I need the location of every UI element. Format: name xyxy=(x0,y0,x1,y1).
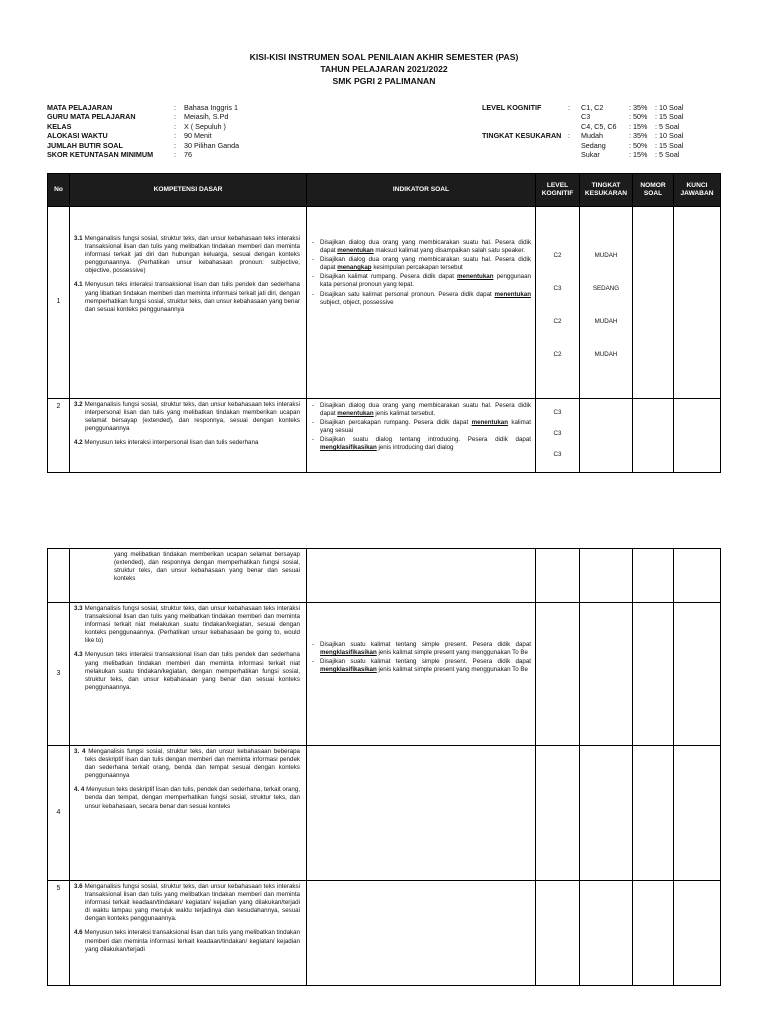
meta-row: JUMLAH BUTIR SOAL : 30 Pilihan Ganda xyxy=(47,140,240,150)
nomor-cell xyxy=(633,207,674,399)
table-row xyxy=(48,881,721,986)
row-number: 5 xyxy=(48,881,70,986)
meta-value: Bahasa Inggris 1 xyxy=(184,103,238,112)
difficulty-label: TINGKAT KESUKARAN xyxy=(482,131,562,141)
col-header-tingkat: TINGKAT KESUKARAN xyxy=(580,174,633,207)
kunci-cell xyxy=(674,399,721,473)
indicator-item: - Disajikan suatu dialog tentang introducing. Pesera didik dapat mengklasifikasikan jenis introducing dari dialog xyxy=(311,436,531,452)
meta-value: 76 xyxy=(184,150,192,160)
indicator-cell xyxy=(307,207,536,399)
meta-row: GURU MATA PELAJARAN : Meiasih, S.Pd xyxy=(47,112,229,122)
table-row xyxy=(48,549,721,603)
kd-cell: 3.3 Menganalisis fungsi sosial, struktur teks, dan unsur kebahasaan teks interaksi transaksional lisan dan tulis yang melibatkan tindakan memberi dan meminta informasi terkait niat melakukan suatu tindakan/kegiatan, sesuai dengan konteks penggunaannya. (Perhatikan unsur kebahasaan be going to, would like to) 4.3 Menyusun teks interaksi transaksional lisan dan tulis pendek dan sederhana yang melibatkan tindakan memberi dan meminta informasi terkait niat melakukan suatu tindakan/kegiatan, dengan memperhatikan fungsi sosial, struktur teks, dan unsur kebahasaan yang benar dan sesuai konteks penggunaannya. xyxy=(70,603,307,746)
meta-label: GURU MATA PELAJARAN xyxy=(47,112,136,122)
indicator-item: - Disajikan suatu kalimat tentang simple present. Pesera didik dapat mengklasifikasikan jenis kalimat simple present yang menggunakan To Be xyxy=(311,641,531,657)
indicator-item: - Disajikan kalimat rumpang. Pesera didik dapat menentukan penggunaan kata personal pronoun yang tepat. xyxy=(311,273,531,289)
table-header-row xyxy=(48,174,721,207)
meta-value: Meiasih, S.Pd xyxy=(184,112,229,122)
row-number: 3 xyxy=(48,603,70,746)
indicator-item: - Disajikan dialog dua orang yang membicarakan suatu hal. Pesera didik dapat menangkap kesimpulan percakapan tersebut xyxy=(311,256,531,272)
row-number xyxy=(48,549,70,603)
meta-label: KELAS xyxy=(47,121,72,131)
kd-cell: 3.6 Menganalisis fungsi sosial, struktur teks, dan unsur kebahasaan teks interaksi transaksional lisan dan tulis yang melibatkan tindakan memberi dan meminta informasi terkait keadaan/tindakan/ kegiatan/ kejadian yang dilakukan/terjadi di waktu lampau yang merujuk waktu terjadinya dan kesudahannya, sesuai dengan konteks penggunaannya. 4.6 Menyusun teks interaksi transaksional lisan dan tulis yang melibatkan tindakan memberi dan meminta informasi terkait keadaan/tindakan/ kegiatan/ kejadian yang dilakukan/terjadi xyxy=(70,881,307,986)
indicator-cell xyxy=(307,399,536,473)
document-title: KISI-KISI INSTRUMEN SOAL PENILAIAN AKHIR SEMESTER (PAS) xyxy=(249,52,519,62)
document-page-2 xyxy=(0,500,768,1024)
meta-value: 30 Pilihan Ganda xyxy=(184,140,240,150)
meta-row: SKOR KETUNTASAN MINIMUM : 76 xyxy=(47,150,192,160)
table-row xyxy=(48,603,721,746)
meta-block xyxy=(47,103,239,159)
col-header-nomor: NOMOR SOAL xyxy=(633,174,674,207)
meta-row: ALOKASI WAKTU : 90 Menit xyxy=(47,131,212,141)
col-header-no: No xyxy=(48,174,70,207)
meta-value: X ( Sepuluh ) xyxy=(184,121,226,131)
table-row xyxy=(48,746,721,881)
kd-cell: 3.2 Menganalisis fungsi sosial, struktur teks, dan unsur kebahasaan teks interaksi interpersonal lisan dan tulis yang melibatkan tindakan memberikan ucapan selamat bersayap (extended), dan responnya, sesuai dengan konteks penggunaannya 4.2 Menyusun teks interaksi interpersonal lisan dan tulis sederhana xyxy=(70,399,307,473)
kd-cell: 3. 4 Menganalisis fungsi sosial, struktur teks, dan unsur kebahasaan beberapa teks deskriptif lisan dan tulis dengan memberi dan meminta informasi pendek dan sederhana terkait orang, benda dan tempat sesuai dengan konteks penggunaannya 4. 4 Menyusun teks deskriptif lisan dan tulis, pendek dan sederhana, terkait orang, benda dan tempat, dengan memperhatikan fungsi sosial, struktur teks, dan unsur kebahasaan, secara benar dan sesuai konteks xyxy=(70,746,307,881)
kisi-kisi-table xyxy=(47,173,721,473)
level-and-difficulty-block: LEVEL KOGNITIF : C1, C2 : 35% : 10 Soal C3 : 50% : 15 Soal C4, C5, C6 : 15% : 5 Soal TINGKAT KESUKARAN : Mudah : 35% : 10 Soal Sedang : 50% : 15 Soal Sukar : 15% : 5 Soal xyxy=(482,103,684,160)
indicator-item: - Disajikan dialog dua orang yang membicarakan suatu hal. Pesera didik dapat menentukan maksud kalimat yang disampaikan salah satu speaker. xyxy=(311,239,531,255)
meta-row: MATA PELAJARAN : Bahasa Inggris 1 xyxy=(47,103,238,112)
meta-label: JUMLAH BUTIR SOAL xyxy=(47,140,123,150)
level-cell: C3 C3 C3 xyxy=(536,399,580,473)
meta-label: ALOKASI WAKTU xyxy=(47,131,108,141)
kisi-kisi-table-continued xyxy=(47,548,721,986)
nomor-cell xyxy=(633,399,674,473)
meta-label: SKOR KETUNTASAN MINIMUM xyxy=(47,150,154,160)
kunci-cell xyxy=(674,207,721,399)
row-number: 2 xyxy=(48,399,70,473)
indicator-item: - Disajikan dialog dua orang yang membicarakan suatu hal. Pesera didik dapat menentukan jenis kalimat tersebut. xyxy=(311,402,531,418)
level-cell: C2 C3 C2 C2 xyxy=(536,207,580,399)
level-label: LEVEL KOGNITIF xyxy=(482,103,542,112)
indicator-item: - Disajikan percakapan rumpang. Pesera didik dapat menentukan kalimat yang sesuai xyxy=(311,419,531,435)
indicator-item: - Disajikan suatu kalimat tentang simple present. Pesera didik dapat mengklasifikasikan jenis kalimat simple present yang menggunakan To Be xyxy=(311,658,531,674)
kd-cell: yang melibatkan tindakan memberikan ucapan selamat bersayap (extended), dan responnya dengan memperhatikan fungsi sosial, struktur teks, dan unsur kebahasaan yang benar dan sesuai konteks xyxy=(70,549,307,603)
kd-cell: 3.1 Menganalisis fungsi sosial, struktur teks, dan unsur kebahasaan teks interaksi transaksional lisan dan tulis yang melibatkan tindakan memberi dan meminta informasi terkait jati diri dan hubungan keluarga, sesuai dengan konteks penggunaannya. (Perhatikan unsur kebahasaan pronoun: subjective, objective, possessive) 4.1 Menyusun teks interaksi transaksional lisan dan tulis pendek dan sederhana yang libatkan tindakan memberi dan meminta informasi terkait jati diri, dengan memperhatikan fungsi sosial, struktur teks, dan unsur kebahasaan yang benar dan sesuai konteks penggunaannya xyxy=(70,207,307,399)
indicator-item: - Disajikan satu kalimat personal pronoun. Pesera didik dapat menentukan subject, object, possessive xyxy=(311,291,531,307)
col-header-kunci: KUNCI JAWABAN xyxy=(674,174,721,207)
academic-year: TAHUN PELAJARAN 2021/2022 xyxy=(320,64,448,74)
meta-value: 90 Menit xyxy=(184,131,212,141)
table-row xyxy=(48,207,721,399)
meta-label: MATA PELAJARAN xyxy=(47,103,113,112)
table-row xyxy=(48,399,721,473)
school-name: SMK PGRI 2 PALIMANAN xyxy=(332,76,436,86)
document-page-1 xyxy=(0,0,768,500)
row-number: 1 xyxy=(48,207,70,399)
meta-row: KELAS : X ( Sepuluh ) xyxy=(47,121,226,131)
indicator-cell xyxy=(307,603,536,746)
col-header-indikator: INDIKATOR SOAL xyxy=(307,174,536,207)
col-header-level: LEVEL KOGNITIF xyxy=(536,174,580,207)
row-number: 4 xyxy=(48,746,70,881)
difficulty-cell xyxy=(580,399,633,473)
difficulty-cell: MUDAH SEDANG MUDAH MUDAH xyxy=(580,207,633,399)
col-header-kd: KOMPETENSI DASAR xyxy=(70,174,307,207)
